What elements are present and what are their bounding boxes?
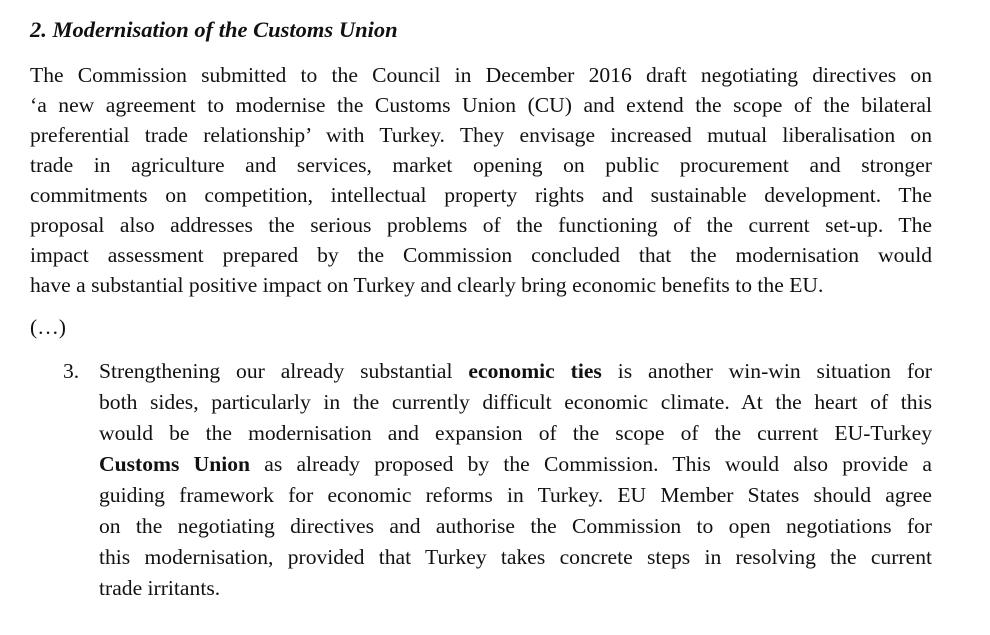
paragraph-line: ‘a new agreement to modernise the Customs Union (CU) and extend the scope of the bilateral [30, 93, 932, 117]
item-line: guiding framework for economic reforms in Turkey. EU Member States should agree [99, 483, 932, 507]
paragraph-modernisation [30, 60, 932, 300]
paragraph-line: trade in agriculture and services, market opening on public procurement and stronger [30, 153, 932, 177]
numbered-item-3 [63, 356, 932, 604]
paragraph-line: impact assessment prepared by the Commission concluded that the modernisation would [30, 243, 932, 267]
paragraph-line: have a substantial positive impact on Turkey and clearly bring economic benefits to the EU. [30, 273, 824, 297]
document-page [30, 14, 932, 604]
paragraph-line: proposal also addresses the serious problems of the functioning of the current set-up. The [30, 213, 932, 237]
paragraph-line: commitments on competition, intellectual property rights and sustainable development. The [30, 183, 932, 207]
item-line: on the negotiating directives and authorise the Commission to open negotiations for [99, 514, 932, 538]
section-heading: 2. Modernisation of the Customs Union [30, 17, 398, 42]
omission-ellipsis: (…) [30, 315, 66, 339]
item-text [99, 356, 932, 604]
item-line: this modernisation, provided that Turkey takes concrete steps in resolving the current [99, 545, 932, 569]
paragraph-line: The Commission submitted to the Council in December 2016 draft negotiating directives on [30, 63, 932, 87]
item-line: Strengthening our already substantial economic ties is another win-win situation for [99, 359, 932, 383]
item-line: both sides, particularly in the currently difficult economic climate. At the heart of this [99, 390, 932, 414]
item-line: trade irritants. [99, 576, 221, 600]
item-line: would be the modernisation and expansion of the scope of the current EU-Turkey [99, 421, 932, 445]
paragraph-line: preferential trade relationship’ with Turkey. They envisage increased mutual liberalisation on [30, 123, 932, 147]
bold-customs-union: Customs Union [99, 452, 251, 476]
item-number: 3. [63, 359, 80, 383]
item-line: Customs Union as already proposed by the Commission. This would also provide a [99, 452, 932, 476]
bold-economic-ties: economic ties [468, 359, 602, 383]
